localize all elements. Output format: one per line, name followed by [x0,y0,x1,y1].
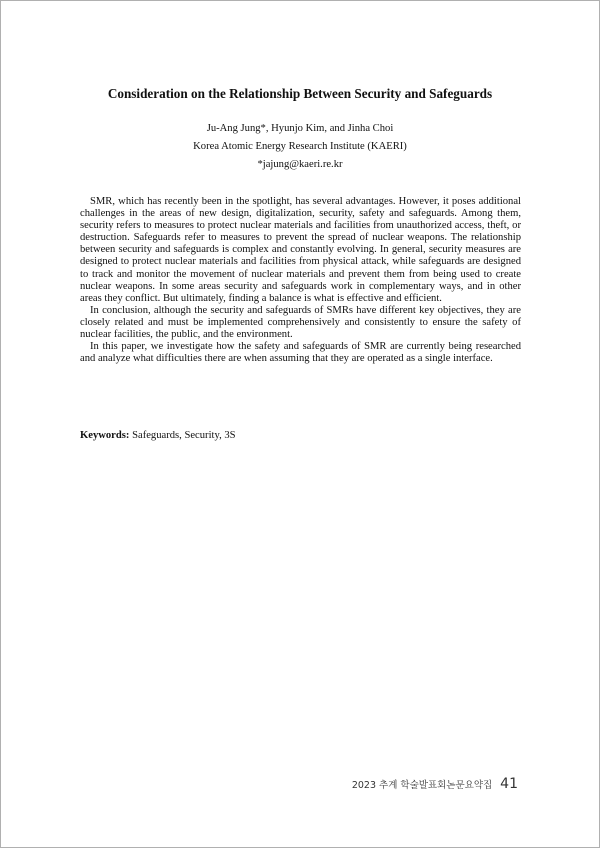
keywords-label: Keywords: [80,430,130,441]
abstract-paragraph: In this paper, we investigate how the safety and safeguards of SMR are currently being researched and analyze what difficulties there are when assuming that they are operated as a single interface. [80,341,521,365]
proceedings-title: 2023 추계 학술발표회논문요약집 [351,780,493,791]
author-affiliation: Korea Atomic Energy Research Institute (KAERI) [193,141,407,152]
abstract-paragraph: In conclusion, although the security and safeguards of SMRs have different key objectives, they are closely related and must be implemented comprehensively and consistently to ensure the safety of nuclear facilities, the public, and the environment. [80,304,521,341]
page-number: 41 [500,776,518,792]
abstract-paragraph: SMR, which has recently been in the spotlight, has several advantages. However, it poses additional challenges in the areas of new design, digitalization, security, safety and safeguards. Among them, security refers to measures to protect nuclear materials and facilities from unauthorized access, theft, or destruction. Safeguards refer to measures to prevent the spread of nuclear weapons. The relationship between security and safeguards is complex and constantly evolving. In general, security measures are designed to protect nuclear materials and facilities from physical attack, while safeguards are designed to track and monitor the movement of nuclear materials and prevent them from being used to create nuclear weapons. In some areas security and safeguards work in complementary ways, and in other areas they conflict. But ultimately, finding a balance is what is effective and efficient. [80,196,521,304]
keywords-line [80,430,236,441]
keywords-value: Safeguards, Security, 3S [132,430,236,441]
page-footer [352,776,518,792]
author-list: Ju-Ang Jung*, Hyunjo Kim, and Jinha Choi [206,123,394,134]
abstract-body [80,196,521,365]
corresponding-email: *jajung@kaeri.re.kr [257,159,343,170]
paper-title: Consideration on the Relationship Between Security and Safeguards [107,86,493,101]
